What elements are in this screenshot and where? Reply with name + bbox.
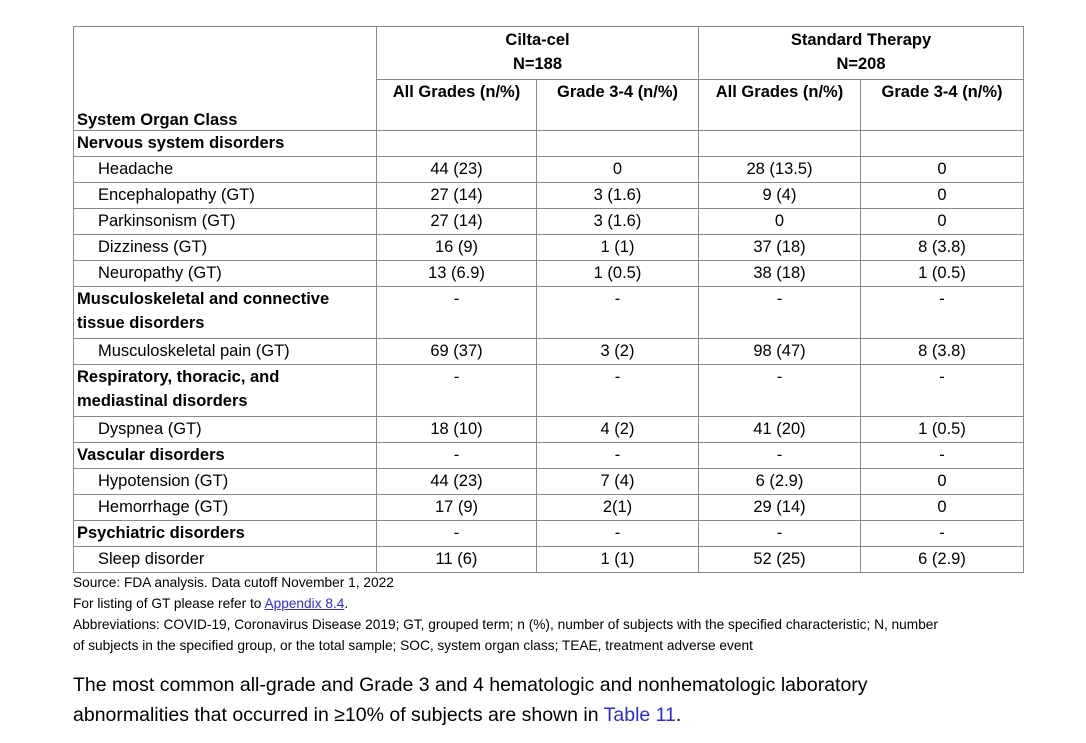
value-cell	[699, 131, 861, 157]
adverse-event-term: Neuropathy (GT)	[74, 261, 377, 287]
value-cell: -	[699, 443, 861, 469]
adverse-events-table	[73, 26, 1024, 573]
value-cell: -	[861, 521, 1024, 547]
adverse-event-term: Dizziness (GT)	[74, 235, 377, 261]
value-cell: -	[537, 365, 699, 417]
value-cell: 0	[861, 495, 1024, 521]
value-cell: -	[377, 443, 537, 469]
value-cell: 98 (47)	[699, 339, 861, 365]
value-cell	[377, 131, 537, 157]
value-cell: 0	[699, 209, 861, 235]
value-cell: 4 (2)	[537, 417, 699, 443]
value-cell	[537, 131, 699, 157]
adverse-event-term: Musculoskeletal pain (GT)	[74, 339, 377, 365]
value-cell: -	[861, 287, 1024, 339]
sub-header-cell: All Grades (n/%)	[699, 80, 861, 131]
sub-header-cell: Grade 3-4 (n/%)	[537, 80, 699, 131]
value-cell: 41 (20)	[699, 417, 861, 443]
value-cell: -	[377, 365, 537, 417]
table-row	[74, 157, 1024, 183]
table-row	[74, 547, 1024, 573]
table-row	[74, 365, 1024, 417]
value-cell: 1 (0.5)	[861, 417, 1024, 443]
system-organ-class-label: Nervous system disorders	[74, 131, 377, 157]
value-cell: 13 (6.9)	[377, 261, 537, 287]
value-cell: 1 (0.5)	[537, 261, 699, 287]
appendix-link[interactable]: Appendix 8.4	[264, 596, 345, 611]
adverse-event-term: Hypotension (GT)	[74, 469, 377, 495]
value-cell	[861, 131, 1024, 157]
adverse-event-term: Sleep disorder	[74, 547, 377, 573]
value-cell: 0	[861, 183, 1024, 209]
paragraph-line2: abnormalities that occurred in ≥10% of subjects are shown in Table 11.	[73, 704, 682, 726]
table-row	[74, 469, 1024, 495]
table-row	[74, 339, 1024, 365]
abbreviations-note-line1: Abbreviations: COVID-19, Coronavirus Disease 2019; GT, grouped term; n (%), number of subjects with the specified characteristic; N, number	[73, 617, 938, 632]
value-cell: 0	[861, 209, 1024, 235]
sub-header-cell: All Grades (n/%)	[377, 80, 537, 131]
value-cell: -	[699, 521, 861, 547]
sub-header-cell: Grade 3-4 (n/%)	[861, 80, 1024, 131]
value-cell: 29 (14)	[699, 495, 861, 521]
table-row	[74, 209, 1024, 235]
value-cell: 11 (6)	[377, 547, 537, 573]
value-cell: 0	[861, 469, 1024, 495]
adverse-event-term: Hemorrhage (GT)	[74, 495, 377, 521]
value-cell: 8 (3.8)	[861, 235, 1024, 261]
group-n: N=208	[836, 55, 886, 73]
value-cell: -	[699, 365, 861, 417]
body-paragraph	[73, 670, 1033, 730]
value-cell: 6 (2.9)	[699, 469, 861, 495]
group-header-row	[74, 27, 1024, 80]
value-cell: 3 (1.6)	[537, 183, 699, 209]
value-cell: 27 (14)	[377, 183, 537, 209]
value-cell: 27 (14)	[377, 209, 537, 235]
table-row	[74, 183, 1024, 209]
value-cell: -	[861, 365, 1024, 417]
group-header-standard-therapy	[699, 27, 1024, 80]
table-row	[74, 235, 1024, 261]
value-cell: 38 (18)	[699, 261, 861, 287]
group-name: Standard Therapy	[790, 31, 932, 49]
table-notes	[73, 572, 1023, 656]
value-cell: 17 (9)	[377, 495, 537, 521]
sub-header-row	[74, 80, 1024, 131]
system-organ-class-label: Vascular disorders	[74, 443, 377, 469]
soc-header: System Organ Class	[74, 80, 377, 131]
adverse-event-term: Headache	[74, 157, 377, 183]
value-cell: 3 (1.6)	[537, 209, 699, 235]
value-cell: 0	[861, 157, 1024, 183]
value-cell: 6 (2.9)	[861, 547, 1024, 573]
value-cell: 8 (3.8)	[861, 339, 1024, 365]
group-n: N=188	[512, 55, 563, 73]
table-row	[74, 521, 1024, 547]
system-organ-class-label: Musculoskeletal and connective tissue disorders	[74, 287, 377, 339]
value-cell: -	[537, 287, 699, 339]
gt-note: For listing of GT please refer to Appendix 8.4.	[73, 596, 349, 611]
value-cell: 3 (2)	[537, 339, 699, 365]
value-cell: -	[699, 287, 861, 339]
value-cell: -	[377, 287, 537, 339]
value-cell: 52 (25)	[699, 547, 861, 573]
value-cell: -	[377, 521, 537, 547]
table-11-link[interactable]: Table 11	[603, 704, 676, 726]
adverse-event-term: Dyspnea (GT)	[74, 417, 377, 443]
table-row	[74, 443, 1024, 469]
adverse-event-term: Encephalopathy (GT)	[74, 183, 377, 209]
value-cell: 0	[537, 157, 699, 183]
source-note: Source: FDA analysis. Data cutoff November 1, 2022	[73, 575, 394, 590]
table-row	[74, 495, 1024, 521]
value-cell: -	[861, 443, 1024, 469]
abbreviations-note-line2: of subjects in the specified group, or the total sample; SOC, system organ class; TEAE, treatment adverse event	[73, 638, 753, 653]
table-row	[74, 261, 1024, 287]
adverse-event-term: Parkinsonism (GT)	[74, 209, 377, 235]
header-blank-cell	[74, 27, 377, 80]
value-cell: 2(1)	[537, 495, 699, 521]
value-cell: 44 (23)	[377, 469, 537, 495]
table-row	[74, 131, 1024, 157]
table-row	[74, 417, 1024, 443]
paragraph-line1: The most common all-grade and Grade 3 and 4 hematologic and nonhematologic laboratory	[73, 674, 868, 696]
value-cell: 1 (0.5)	[861, 261, 1024, 287]
value-cell: 28 (13.5)	[699, 157, 861, 183]
group-header-cilta-cel	[377, 27, 699, 80]
value-cell: 1 (1)	[537, 235, 699, 261]
value-cell: 69 (37)	[377, 339, 537, 365]
value-cell: -	[537, 521, 699, 547]
value-cell: 9 (4)	[699, 183, 861, 209]
table-row	[74, 287, 1024, 339]
group-name: Cilta-cel	[505, 31, 570, 49]
value-cell: 18 (10)	[377, 417, 537, 443]
system-organ-class-label: Respiratory, thoracic, and mediastinal disorders	[74, 365, 377, 417]
value-cell: -	[537, 443, 699, 469]
value-cell: 44 (23)	[377, 157, 537, 183]
value-cell: 16 (9)	[377, 235, 537, 261]
value-cell: 1 (1)	[537, 547, 699, 573]
value-cell: 37 (18)	[699, 235, 861, 261]
system-organ-class-label: Psychiatric disorders	[74, 521, 377, 547]
value-cell: 7 (4)	[537, 469, 699, 495]
